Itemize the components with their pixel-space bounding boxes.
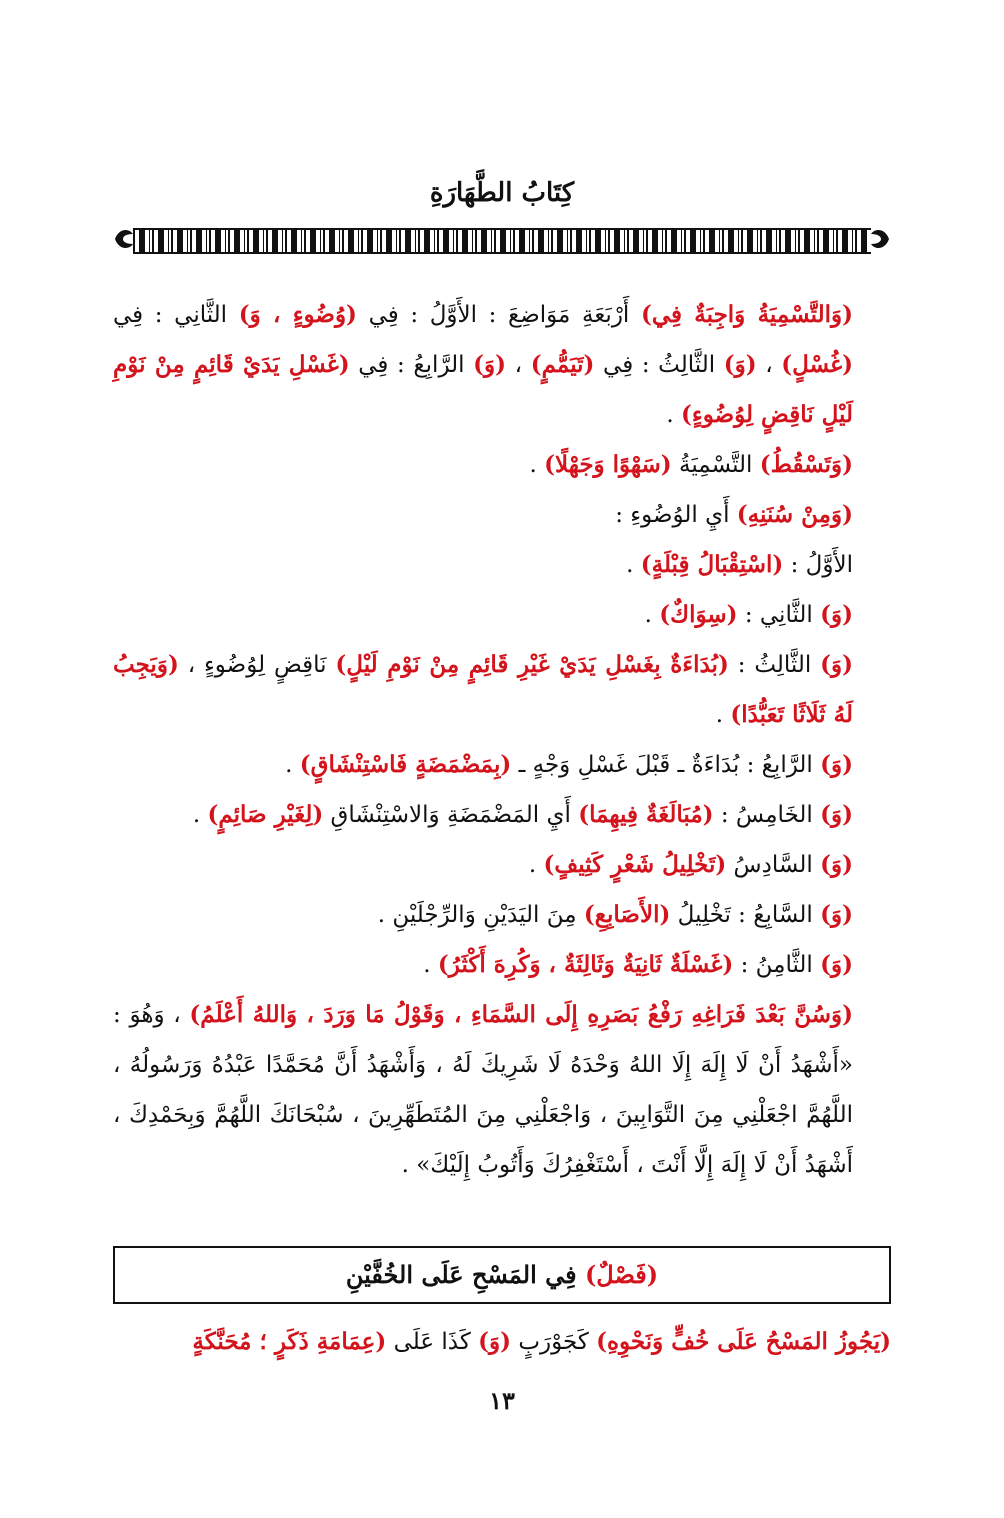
sharh-text: الثَّانِي : — [737, 602, 821, 628]
sharh-text: الرَّابِعُ : فِي — [349, 352, 474, 378]
matn-text: (مُبَالَغَةٌ فِيهِمَا) — [578, 801, 714, 828]
sharh-text: أَيِ المَضْمَضَةِ وَالاسْتِنْشَاقِ — [323, 802, 579, 828]
matn-text: (سِوَاكٌ) — [659, 601, 738, 628]
sharh-text: . — [528, 852, 544, 878]
paragraph — [113, 790, 891, 840]
sharh-text: ، وَهُوَ : «أَشْهَدُ أَنْ لَا إِلَهَ إِلَا اللهُ وَحْدَهُ لَا شَرِيكَ لَهُ ، وَأَشْهَدُ أَنَّ مُحَمَّدًا عَبْدُهُ وَرَسُولُهُ ، اللَّهُمَّ اجْعَلْنِي مِنَ التَّوَابِينَ ، وَاجْعَلْنِي مِنَ المُتَطَهِّرِينَ ، سُبْحَانَكَ اللَّهُمَّ وَبِحَمْدِكَ ، أَشْهَدُ أَنْ لَا إِلَهَ إِلَّا أَنْتَ ، أَسْتَغْفِرُكَ وَأَتُوبُ إِلَيْكَ» . — [113, 1002, 853, 1178]
ornamental-divider — [113, 222, 891, 256]
ornament-band — [133, 228, 871, 254]
matn-text: (لِغَيْرِ صَائِمٍ) — [207, 801, 324, 828]
continuation-line — [113, 1322, 891, 1362]
sharh-text: الثَّالِثُ : — [728, 652, 821, 678]
matn-text: (وَمِنْ سُنَنِهِ) — [736, 501, 853, 528]
paragraph — [113, 440, 891, 490]
matn-text: (تَيَمُّمٍ) — [530, 351, 595, 378]
section-heading-label: (فَصْلٌ) — [584, 1260, 659, 1289]
matn-text: (وَ) — [820, 751, 853, 778]
matn-text: (غَسْلِ يَدَيْ قَائِمٍ مِنْ نَوْمِ لَيْلٍ نَاقِضٍ لِوُضُوءٍ) — [113, 351, 853, 428]
section-heading-title: فِي المَسْحِ عَلَى الخُفَّيْنِ — [345, 1260, 585, 1289]
sharh-text: الخَامِسُ : — [713, 802, 821, 828]
matn-text: (وَسُنَّ بَعْدَ فَرَاغِهِ رَفْعُ بَصَرِهِ إِلَى السَّمَاءِ ، وَقَوْلُ مَا وَرَدَ ، وَاللهُ أَعْلَمُ) — [189, 1001, 853, 1028]
sharh-text: . — [423, 952, 438, 978]
ornament-endcap-right-icon — [869, 226, 891, 252]
matn-text: (وَ) — [820, 651, 854, 678]
sharh-text: كَذَا عَلَى — [386, 1329, 479, 1355]
sharh-text: ، — [506, 352, 531, 378]
matn-text: (وَتَسْقُطُ) — [759, 451, 853, 478]
chapter-title: كِتَابُ الطَّهَارَةِ — [429, 178, 575, 208]
matn-text: (اسْتِقْبَالُ قِبْلَةٍ) — [640, 551, 784, 578]
matn-text: (بُدَاءَةٌ بِغَسْلِ يَدَيْ غَيْرِ قَائِمٍ مِنْ نَوْمِ لَيْلٍ) — [335, 651, 729, 678]
sharh-text: . — [666, 402, 682, 428]
sharh-text: ، — [756, 352, 782, 378]
sharh-text: كَجَوْرَبٍ — [511, 1329, 597, 1355]
sharh-text: . — [285, 752, 300, 778]
sharh-text: الرَّابِعُ : بُدَاءَةٌ ـ قَبْلَ غَسْلِ وَجْهٍ ـ — [511, 752, 821, 778]
matn-text: (بِمَضْمَضَةٍ فَاسْتِنْشَاقٍ) — [299, 751, 512, 778]
matn-text: (الأَصَابِعِ) — [583, 901, 671, 928]
sharh-text: نَاقِضٍ لِوُضُوءٍ ، — [178, 652, 336, 678]
sharh-text: السَّادِسُ — [726, 852, 821, 878]
paragraph — [113, 890, 891, 940]
sharh-text: . — [529, 452, 545, 478]
matn-text: (يَجُوزُ المَسْحُ عَلَى خُفٍّ وَنَحْوِهِ) — [596, 1328, 891, 1355]
matn-text: (وَيَجِبُ لَهُ ثَلَاثًا تَعَبُّدًا) — [113, 651, 853, 728]
matn-text: (سَهْوًا وَجَهْلًا) — [544, 451, 672, 478]
matn-text: (وُضُوءٍ ، وَ) — [238, 301, 357, 328]
sharh-text: أَيِ الوُضُوءِ : — [615, 502, 737, 528]
paragraph — [113, 590, 891, 640]
paragraph — [113, 640, 891, 740]
matn-text: (وَ) — [820, 801, 853, 828]
matn-text: (وَ) — [723, 351, 757, 378]
paragraph — [113, 290, 891, 440]
paragraph — [113, 740, 891, 790]
sharh-text: الأَوَّلُ : — [783, 552, 853, 578]
page-number: ١٣ — [489, 1386, 515, 1415]
sharh-text: الثَّالِثُ : فِي — [594, 352, 724, 378]
ornament-endcap-left-icon — [113, 226, 135, 252]
matn-text: (وَالتَّسْمِيَةُ وَاجِبَةٌ فِي) — [640, 301, 854, 328]
matn-text: (وَ) — [820, 851, 853, 878]
sharh-text: السَّابِعُ : تَخْلِيلُ — [670, 902, 821, 928]
sharh-text: . — [192, 802, 208, 828]
sharh-text: مِنَ اليَدَيْنِ وَالرِّجْلَيْنِ . — [377, 902, 584, 928]
section-heading-box — [113, 1246, 891, 1304]
matn-text: (غُسْلٍ) — [781, 351, 854, 378]
paragraph — [113, 840, 891, 890]
sharh-text: التَّسْمِيَةُ — [671, 452, 760, 478]
paragraph — [113, 940, 891, 990]
matn-text: (وَ) — [820, 901, 853, 928]
sharh-text: الثَّامِنُ : — [733, 952, 821, 978]
body-text — [113, 290, 891, 1190]
sharh-text: . — [626, 552, 641, 578]
sharh-text: أَرْبَعَةِ مَوَاضِعَ : الأَوَّلُ : فِي — [356, 302, 641, 328]
paragraph — [113, 490, 891, 540]
matn-text: (غَسْلَةٌ ثَانِيَةٌ وَثَالِثَةٌ ، وَكُرِهَ أَكْثَرُ) — [437, 951, 734, 978]
sharh-text: . — [644, 602, 660, 628]
matn-text: (وَ) — [820, 601, 853, 628]
sharh-text: الثَّانِي : فِي — [113, 302, 239, 328]
matn-text: (تَخْلِيلُ شَعْرٍ كَثِيفٍ) — [543, 851, 727, 878]
matn-text: (وَ) — [820, 951, 853, 978]
matn-text: (وَ) — [473, 351, 507, 378]
paragraph — [113, 990, 891, 1190]
matn-text: (عِمَامَةِ ذَكَرٍ ؛ مُحَنَّكَةٍ — [192, 1328, 387, 1355]
paragraph — [113, 540, 891, 590]
sharh-text: . — [715, 702, 731, 728]
matn-text: (وَ) — [478, 1328, 512, 1355]
